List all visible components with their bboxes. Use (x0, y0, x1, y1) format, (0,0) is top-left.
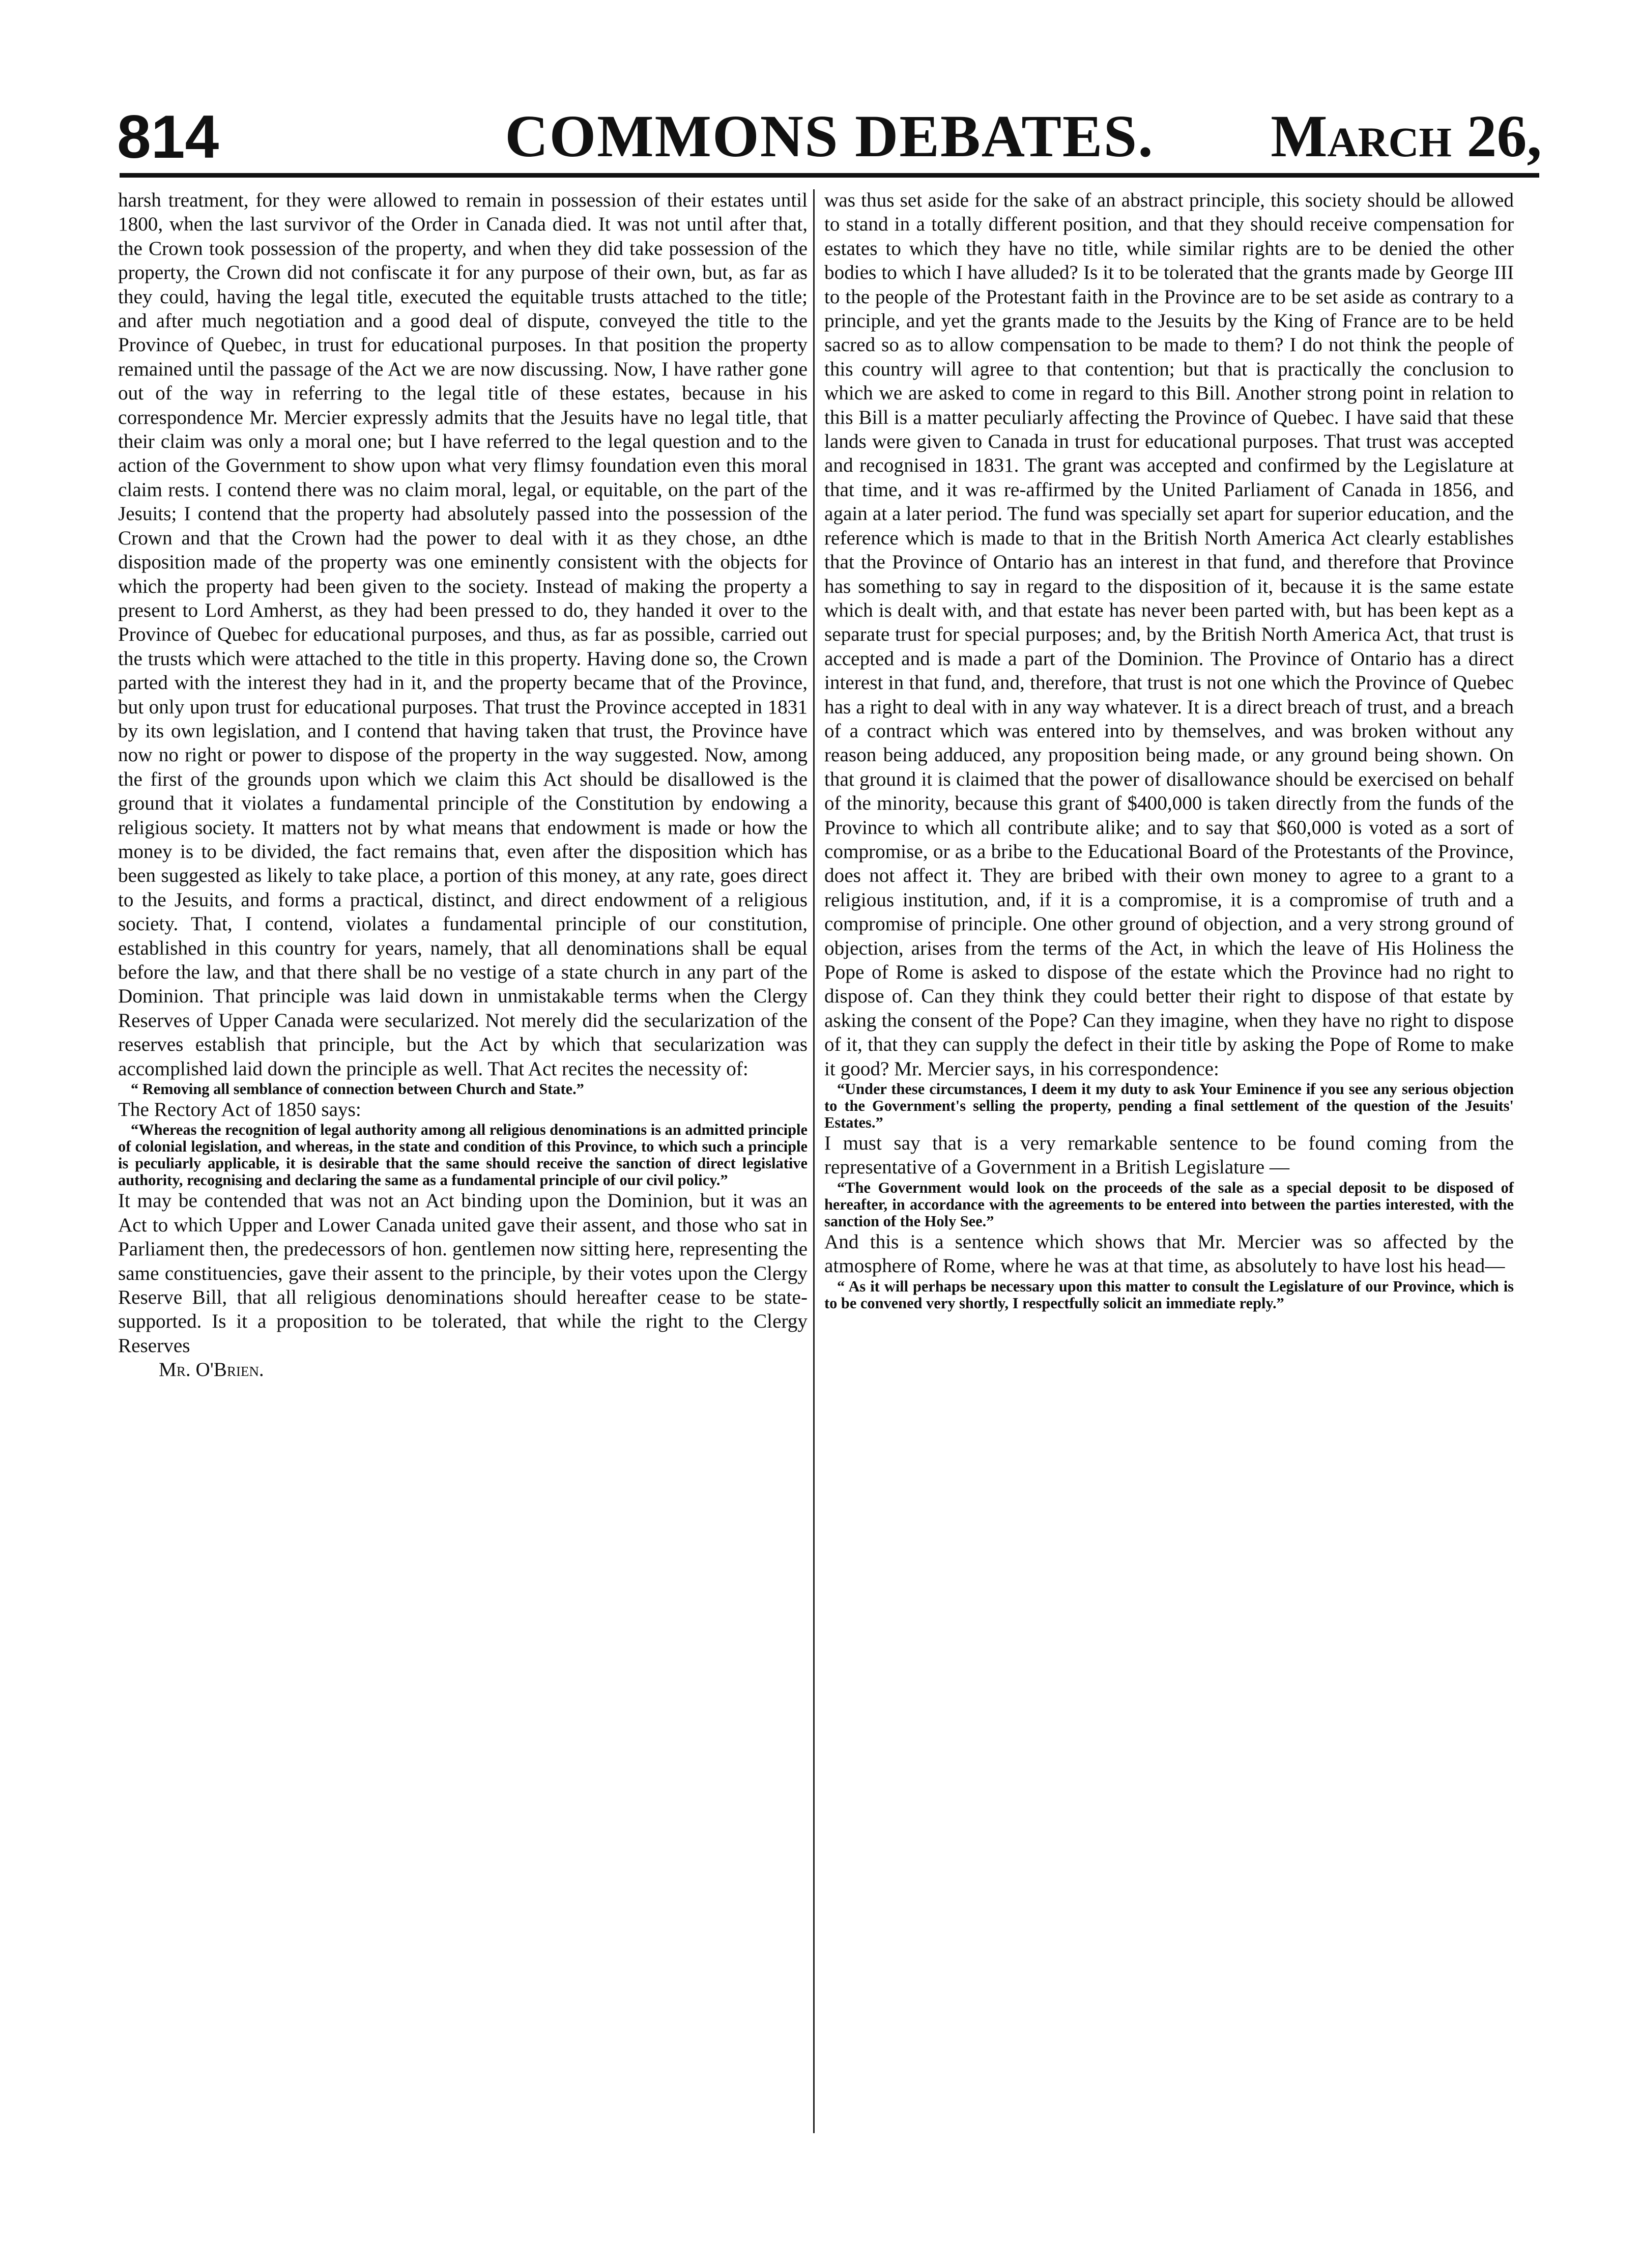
header-date: March 26, (1271, 103, 1542, 169)
right-quote-2: “The Government would look on the proceeds of the sale as a special deposit to be disposed of hereafter, in accordance with the agreements to be entered into between the parties interested, with the sanction of the Holy See.” (824, 1179, 1514, 1230)
right-paragraph-3: And this is a sentence which shows that Mr. Mercier was so affected by the atmosphere of Rome, where he was at that time, as absolutely to have lost his head— (824, 1230, 1514, 1277)
right-column (824, 188, 1514, 2137)
page-header (117, 102, 1542, 171)
left-paragraph-1: harsh treatment, for they were allowed to remain in possession of their estates until 1800, when the last survivor of the Order in Canada died. It was not until after that, the Crown took possession of the property, and when they did take possession of the property, the Crown did not confiscate it for any purpose of their own, but, as far as they could, having the legal title, executed the equitable trusts attached to the title; and after much negotiation and a good deal of dispute, conveyed the title to the Province of Quebec, in trust for educational purposes. In that position the property remained until the passage of the Act we are now discussing. Now, I have rather gone out of the way in referring to the legal title of these estates, because in his correspondence Mr. Mercier expressly admits that the Jesuits have no legal title, that their claim was only a moral one; but I have referred to the legal question and to the action of the Government to show upon what very flimsy foundation even this moral claim rests. I contend there was no claim moral, legal, or equitable, on the part of the Jesuits; I contend that the property had absolutely passed into the possession of the Crown and that the Crown had the power to deal with it as they chose, an dthe disposition made of the property was one eminently consistent with the objects for which the property had been given to the society. Instead of making the property a present to Lord Amherst, as they had been pressed to do, they handed it over to the Province of Quebec for educational purposes, and thus, as far as possible, carried out the trusts which were attached to the title in this property. Having done so, the Crown parted with the interest they had in it, and the property became that of the Province, but only upon trust for educational purposes. That trust the Province accepted in 1831 by its own legislation, and I contend that having taken that trust, the Province have now no right or power to dispose of the property in the way suggested. Now, among the first of the grounds upon which we claim this Act should be disallowed is the ground that it violates a fundamental principle of the Constitution by endowing a religious society. It matters not by what means that endowment is made or how the money is to be divided, the fact remains that, even after the disposition which has been suggested as likely to take place, a portion of this money, at any rate, goes direct to the Jesuits, and forms a practical, distinct, and direct endowment of a religious society. That, I contend, violates a fundamental principle of our constitution, established in this country for years, namely, that all denominations shall be equal before the law, and that there shall be no vestige of a state church in any part of the Dominion. That principle was laid down in unmistakable terms when the Clergy Reserves of Upper Canada were secularized. Not merely did the secularization of the reserves establish that principle, but the Act by which that secularization was accomplished laid down the principle as well. That Act recites the necessity of: (118, 189, 808, 1080)
right-paragraph-2: I must say that is a very remarkable sentence to be found coming from the representative of a Government in a British Legislature — (824, 1132, 1514, 1179)
left-quote-2: “Whereas the recognition of legal authority among all religious denominations is an admitted principle of colonial legislation, and whereas, in the state and condition of this Province, to which such a principle is peculiarly applicable, it is desirable that the same should receive the sanction of direct legislative authority, recognising and declaring the same as a fundamental principle of our civil policy.” (118, 1121, 808, 1189)
publication-title: COMMONS DEBATES. (505, 103, 1154, 169)
right-quote-3: “ As it will perhaps be necessary upon this matter to consult the Legislature of our Province, which is to be convened very shortly, I respectfully solicit an immediate reply.” (824, 1277, 1514, 1312)
left-intro-line: The Rectory Act of 1850 says: (118, 1099, 361, 1121)
right-paragraph-1: was thus set aside for the sake of an abstract principle, this society should be allowed to stand in a totally different position, and that they should receive compensation for estates to which they have no title, while similar rights are to be denied the other bodies to which I have alluded? Is it to be tolerated that the grants made by George III to the people of the Protestant faith in the Province are to be set aside as contrary to a principle, and yet the grants made to the Jesuits by the King of France are to be held sacred so as to allow compensation to be made to them? I do not think the people of this country will agree to that contention; but that is practically the conclusion to which we are asked to come in regard to this Bill. Another strong point in relation to this Bill is a matter peculiarly affecting the Province of Quebec. I have said that these lands were given to Canada in trust for educational purposes. That trust was accepted and recognised in 1831. The grant was accepted and confirmed by the Legislature at that time, and it was re-affirmed by the United Parliament of Canada in 1856, and again at a later period. The fund was specially set apart for superior education, and the reference which is made to that in the British North America Act clearly establishes that the Province of Ontario has an interest in that fund, and therefore that Province has something to say in regard to the disposition of it, because it is the same estate which is dealt with, and that estate has never been parted with, but has been kept as a separate trust for special purposes; and, by the British North America Act, that trust is accepted and is made a part of the Dominion. The Province of Ontario has a direct interest in that fund, and, therefore, that trust is not one which the Province of Quebec has a right to deal with in any way whatever. It is a direct breach of trust, and a breach of a contract which was entered into by themselves, and was broken without any reason being adduced, any proposition being made, or any ground being shown. On that ground it is claimed that the power of disallowance should be exercised on behalf of the minority, because this grant of $400,000 is taken directly from the funds of the Province to which all contribute alike; and to say that $60,000 is voted as a sort of compromise, or as a bribe to the Educational Board of the Protestants of the Province, does not affect it. They are bribed with their own money to agree to a grant to a religious institution, and, if it is a compromise, it is a compromise of truth and a compromise of principle. One other ground of objection, and a very strong ground of objection, arises from the terms of the Act, in which the leave of His Holiness the Pope of Rome is asked to dispose of the estate which the Province had no right to dispose of. Can they think they could better their right to dispose of that estate by asking the consent of the Pope? Can they imagine, when they have no right to dispose of it, that they can supply the defect in their title by asking the Pope of Rome to make it good? Mr. Mercier says, in his correspondence: (824, 189, 1514, 1080)
left-quote-1: “ Removing all semblance of connection between Church and State.” (131, 1080, 584, 1098)
right-quote-1: “Under these circumstances, I deem it my duty to ask Your Eminence if you see any serious objection to the Government's selling the property, pending a final settlement of the question of the Jesuits' Estates.” (824, 1080, 1514, 1132)
header-rule (120, 173, 1539, 178)
speaker-signature: Mr. O'Brien. (159, 1359, 264, 1381)
page-number: 814 (117, 103, 219, 171)
column-divider (813, 189, 815, 2133)
left-paragraph-3: It may be contended that was not an Act binding upon the Dominion, but it was an Act to which Upper and Lower Canada united gave their assent, and those who sat in Parliament then, the predecessors of hon. gentlemen now sitting here, representing the same constituencies, gave their assent to the principle, by their votes upon the Clergy Reserve Bill, that all religious denominations should hereafter cease to be state-supported. Is it a proposition to be tolerated, that while the right to the Clergy Reserves (118, 1190, 808, 1357)
left-column (118, 188, 808, 2137)
